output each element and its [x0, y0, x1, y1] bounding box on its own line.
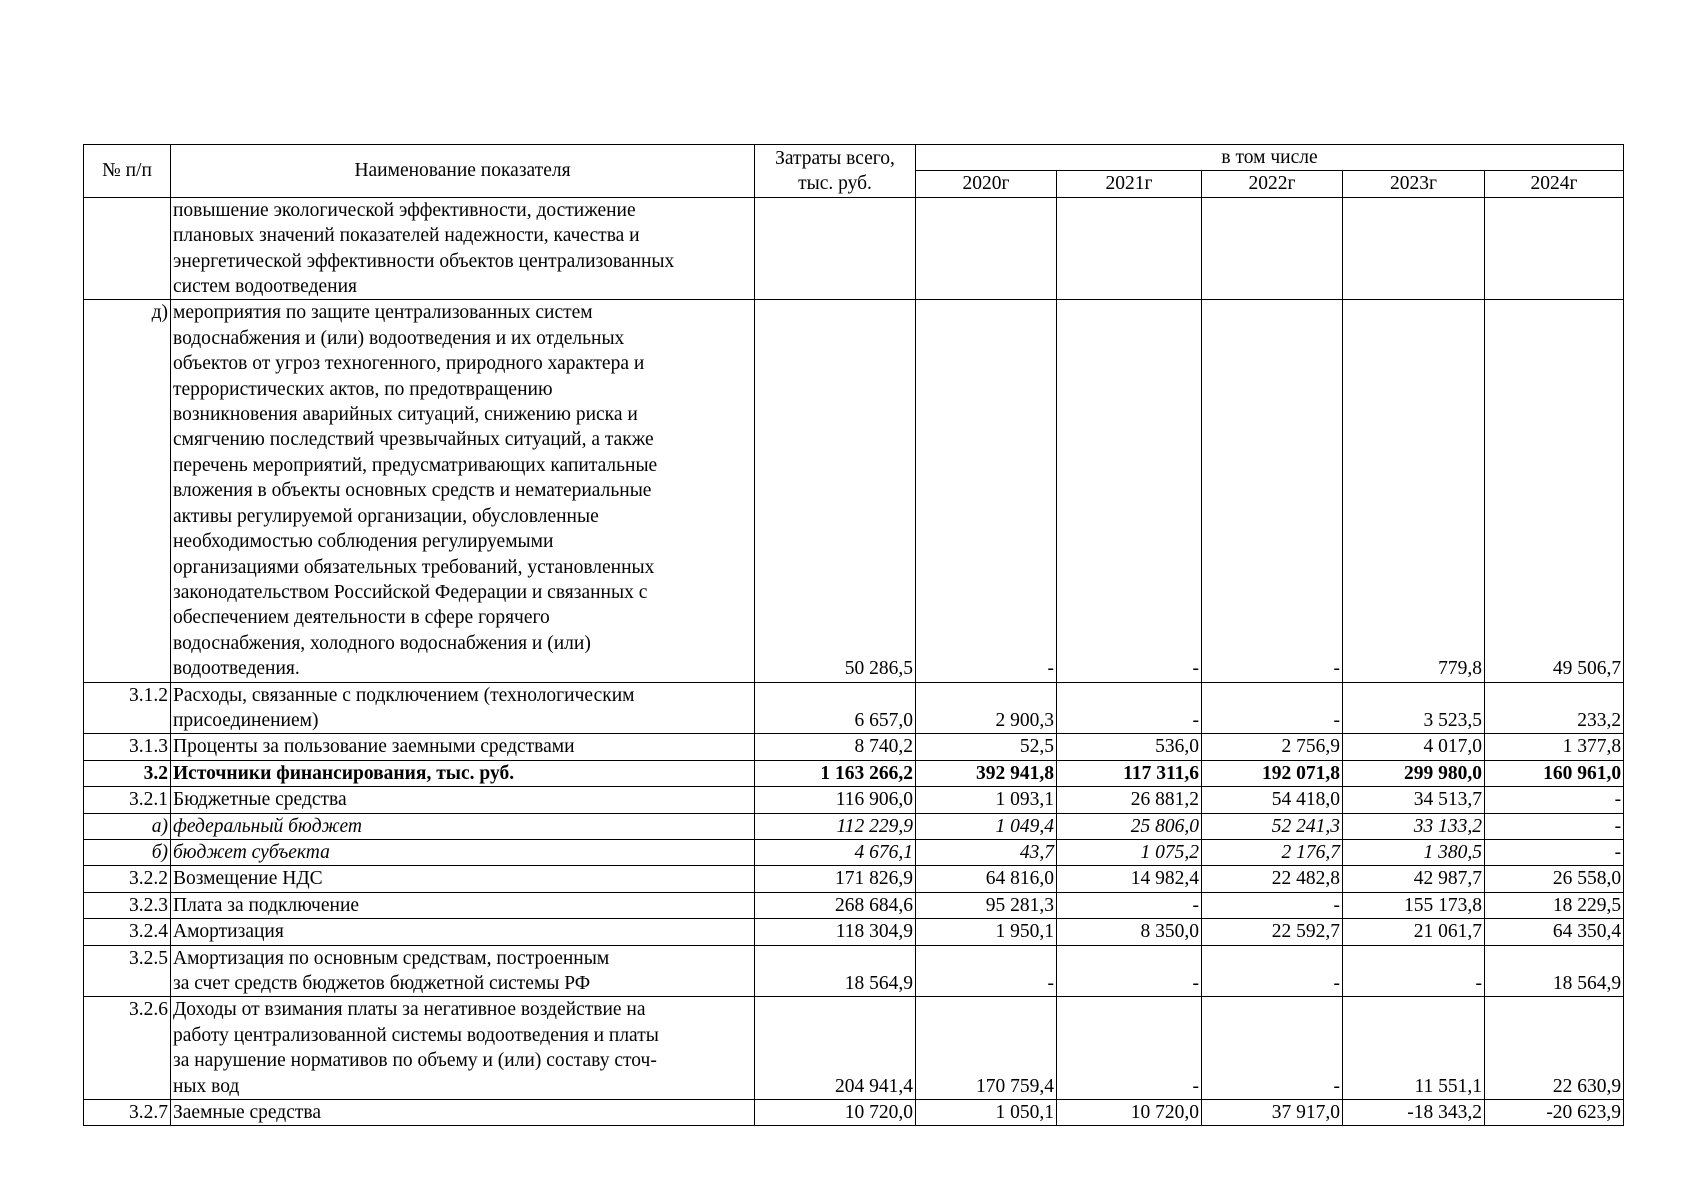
row-total: 171 826,9 [755, 866, 916, 892]
row-2021: - [1057, 892, 1202, 918]
row-2021: 8 350,0 [1057, 919, 1202, 945]
header-including: в том числе [916, 145, 1624, 171]
row-2024: - [1485, 839, 1624, 865]
header-row-1 [84, 145, 1624, 171]
table-row [84, 997, 1624, 1100]
row-total: 10 720,0 [755, 1100, 916, 1126]
row-2020: 1 049,4 [916, 813, 1057, 839]
row-2024: 1 377,8 [1485, 734, 1624, 760]
row-total: 18 564,9 [755, 945, 916, 997]
row-2022: - [1202, 892, 1343, 918]
table-row [84, 197, 1624, 300]
row-name: Бюджетные средства [171, 787, 755, 813]
header-num: № п/п [84, 145, 171, 198]
row-name: Доходы от взимания платы за негативное воздействие на работу централизованной системы водоотведения и платы за нарушение нормативов по объему и (или) составу сточ- ных вод [171, 997, 755, 1100]
table-row [84, 682, 1624, 734]
row-2023: 299 980,0 [1343, 760, 1485, 786]
row-2020: 1 050,1 [916, 1100, 1057, 1126]
row-name: Заемные средства [171, 1100, 755, 1126]
row-2022: 2 176,7 [1202, 839, 1343, 865]
row-2023: 3 523,5 [1343, 682, 1485, 734]
row-2024: - [1485, 787, 1624, 813]
row-num: а) [84, 813, 171, 839]
table-body [84, 197, 1624, 1126]
row-2022: 37 917,0 [1202, 1100, 1343, 1126]
row-2024: - [1485, 813, 1624, 839]
table-row [84, 892, 1624, 918]
financing-table [83, 144, 1624, 1126]
row-name: мероприятия по защите централизованных систем водоснабжения и (или) водоотведения и их отдельных объектов от угроз техногенного, природного характера и террористических актов, по предотвращению возникновения аварийных ситуаций, снижению риска и смягчению последствий чрезвычайных ситуаций, а также перечень мероприятий, предусматривающих капитальные вложения в объекты основных средств и нематериальные активы регулируемой организации, обусловленные необходимостью соблюдения регулируемыми организациями обязательных требований, установленных законодательством Российской Федерации и связанных с обеспечением деятельности в сфере горячего водоснабжения, холодного водоснабжения и (или) водоотведения. [171, 300, 755, 682]
row-2023: 42 987,7 [1343, 866, 1485, 892]
row-2023: 34 513,7 [1343, 787, 1485, 813]
row-2023: 4 017,0 [1343, 734, 1485, 760]
row-2022: 22 592,7 [1202, 919, 1343, 945]
header-name: Наименование показателя [171, 145, 755, 198]
header-year-2022: 2022г [1202, 171, 1343, 197]
header-year-2023: 2023г [1343, 171, 1485, 197]
row-2024: 26 558,0 [1485, 866, 1624, 892]
row-name: Проценты за пользование заемными средствами [171, 734, 755, 760]
row-name: Амортизация по основным средствам, построенным за счет средств бюджетов бюджетной системы РФ [171, 945, 755, 997]
row-2024: 64 350,4 [1485, 919, 1624, 945]
row-2020: 170 759,4 [916, 997, 1057, 1100]
row-2024: 160 961,0 [1485, 760, 1624, 786]
header-total: Затраты всего, тыс. руб. [755, 145, 916, 198]
row-2022: - [1202, 682, 1343, 734]
row-2023: - [1343, 945, 1485, 997]
row-total: 112 229,9 [755, 813, 916, 839]
row-2021: - [1057, 300, 1202, 682]
row-num: б) [84, 839, 171, 865]
table-row [84, 919, 1624, 945]
row-2024: 18 564,9 [1485, 945, 1624, 997]
table-row [84, 945, 1624, 997]
row-num: 3.2.5 [84, 945, 171, 997]
table-row [84, 734, 1624, 760]
row-num: 3.2.6 [84, 997, 171, 1100]
row-name: Возмещение НДС [171, 866, 755, 892]
row-num [84, 197, 171, 300]
table-row [84, 866, 1624, 892]
row-2021: 26 881,2 [1057, 787, 1202, 813]
row-2020: - [916, 300, 1057, 682]
row-2020: - [916, 945, 1057, 997]
row-2022: 192 071,8 [1202, 760, 1343, 786]
row-num: д) [84, 300, 171, 682]
row-2023: 11 551,1 [1343, 997, 1485, 1100]
row-2022 [1202, 197, 1343, 300]
header-year-2020: 2020г [916, 171, 1057, 197]
row-2021: 536,0 [1057, 734, 1202, 760]
row-2024: -20 623,9 [1485, 1100, 1624, 1126]
row-2023: 21 061,7 [1343, 919, 1485, 945]
table-row [84, 787, 1624, 813]
table-row [84, 813, 1624, 839]
row-num: 3.2.7 [84, 1100, 171, 1126]
row-2023: -18 343,2 [1343, 1100, 1485, 1126]
row-2022: - [1202, 997, 1343, 1100]
row-2024: 22 630,9 [1485, 997, 1624, 1100]
row-2023: 779,8 [1343, 300, 1485, 682]
row-name: Расходы, связанные с подключением (технологическим присоединением) [171, 682, 755, 734]
row-2023: 33 133,2 [1343, 813, 1485, 839]
row-total: 204 941,4 [755, 997, 916, 1100]
row-2021: 117 311,6 [1057, 760, 1202, 786]
row-total: 50 286,5 [755, 300, 916, 682]
row-2023 [1343, 197, 1485, 300]
row-2024: 49 506,7 [1485, 300, 1624, 682]
row-2022: - [1202, 300, 1343, 682]
row-2022: 22 482,8 [1202, 866, 1343, 892]
row-2020: 2 900,3 [916, 682, 1057, 734]
row-total: 1 163 266,2 [755, 760, 916, 786]
row-2021: 10 720,0 [1057, 1100, 1202, 1126]
row-num: 3.1.2 [84, 682, 171, 734]
row-num: 3.2.1 [84, 787, 171, 813]
row-2022: 52 241,3 [1202, 813, 1343, 839]
row-2024: 18 229,5 [1485, 892, 1624, 918]
row-2020 [916, 197, 1057, 300]
row-2020: 95 281,3 [916, 892, 1057, 918]
row-2020: 392 941,8 [916, 760, 1057, 786]
row-2020: 52,5 [916, 734, 1057, 760]
row-2023: 1 380,5 [1343, 839, 1485, 865]
row-total [755, 197, 916, 300]
row-name: Плата за подключение [171, 892, 755, 918]
row-name: бюджет субъекта [171, 839, 755, 865]
row-name: Амортизация [171, 919, 755, 945]
header-year-2024: 2024г [1485, 171, 1624, 197]
row-total: 118 304,9 [755, 919, 916, 945]
row-total: 116 906,0 [755, 787, 916, 813]
row-total: 8 740,2 [755, 734, 916, 760]
row-2020: 1 950,1 [916, 919, 1057, 945]
table-row [84, 839, 1624, 865]
row-num: 3.2 [84, 760, 171, 786]
row-2021 [1057, 197, 1202, 300]
row-2022: 54 418,0 [1202, 787, 1343, 813]
row-2023: 155 173,8 [1343, 892, 1485, 918]
row-name: повышение экологической эффективности, достижение плановых значений показателей надежности, качества и энергетической эффективности объектов централизованных систем водоотведения [171, 197, 755, 300]
row-2021: - [1057, 997, 1202, 1100]
row-2024 [1485, 197, 1624, 300]
row-total: 268 684,6 [755, 892, 916, 918]
table-row [84, 760, 1624, 786]
row-2021: 14 982,4 [1057, 866, 1202, 892]
row-2021: - [1057, 945, 1202, 997]
row-2022: 2 756,9 [1202, 734, 1343, 760]
row-num: 3.2.2 [84, 866, 171, 892]
row-total: 4 676,1 [755, 839, 916, 865]
header-year-2021: 2021г [1057, 171, 1202, 197]
row-2020: 64 816,0 [916, 866, 1057, 892]
row-num: 3.1.3 [84, 734, 171, 760]
row-2022: - [1202, 945, 1343, 997]
row-num: 3.2.4 [84, 919, 171, 945]
row-2020: 43,7 [916, 839, 1057, 865]
row-2024: 233,2 [1485, 682, 1624, 734]
table-row [84, 1100, 1624, 1126]
row-2021: 1 075,2 [1057, 839, 1202, 865]
row-num: 3.2.3 [84, 892, 171, 918]
table-row [84, 300, 1624, 682]
row-2020: 1 093,1 [916, 787, 1057, 813]
row-total: 6 657,0 [755, 682, 916, 734]
row-2021: - [1057, 682, 1202, 734]
row-2021: 25 806,0 [1057, 813, 1202, 839]
row-name: федеральный бюджет [171, 813, 755, 839]
row-name: Источники финансирования, тыс. руб. [171, 760, 755, 786]
